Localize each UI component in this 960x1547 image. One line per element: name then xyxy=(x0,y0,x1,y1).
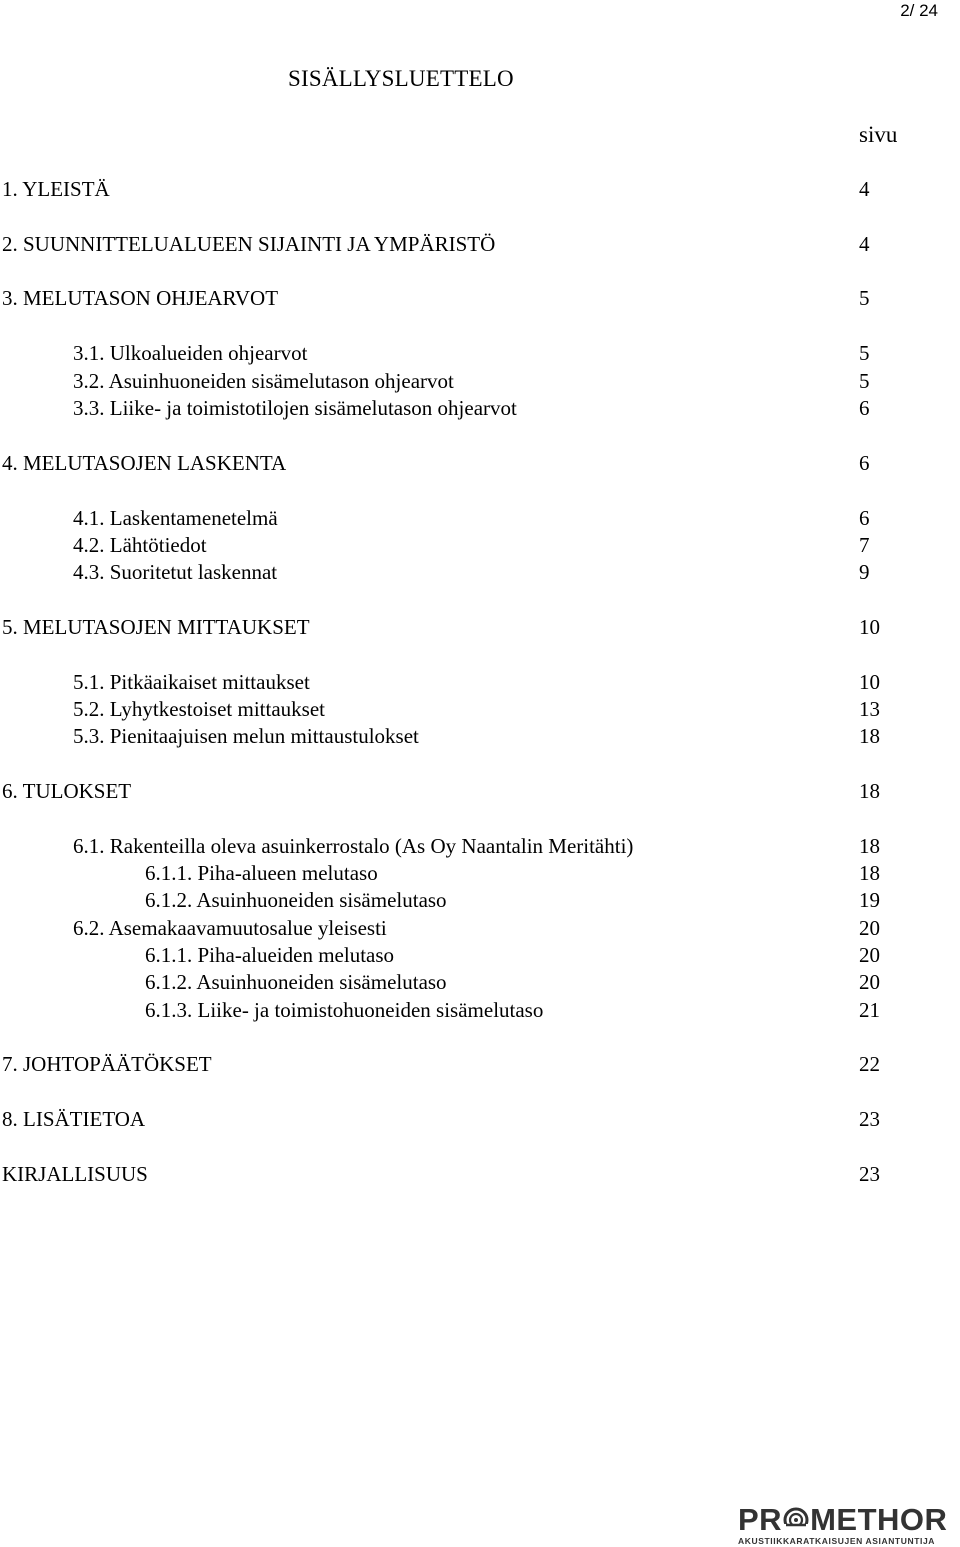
toc-entry-label: 6.2. Asemakaavamuutosalue yleisesti xyxy=(73,916,387,940)
logo-wordmark xyxy=(738,1502,948,1537)
toc-entry-label: 5.3. Pienitaajuisen melun mittaustulokset xyxy=(73,724,419,748)
toc-entry[interactable] xyxy=(0,284,960,312)
toc-entry-page: 5 xyxy=(859,369,870,393)
toc-entry-label: KIRJALLISUUS xyxy=(2,1162,148,1186)
toc-entry[interactable] xyxy=(0,832,960,860)
toc-entry-label: 7. JOHTOPÄÄTÖKSET xyxy=(2,1052,212,1076)
toc-entry-label: 1. YLEISTÄ xyxy=(2,177,110,201)
toc-entry[interactable] xyxy=(0,613,960,641)
toc-entry-page: 7 xyxy=(859,533,870,557)
toc-entry[interactable] xyxy=(0,175,960,203)
toc-entry[interactable] xyxy=(0,1050,960,1078)
toc-entry[interactable] xyxy=(0,777,960,805)
toc-title: SISÄLLYSLUETTELO xyxy=(288,66,514,91)
toc-entry[interactable] xyxy=(0,504,960,532)
toc-entry[interactable] xyxy=(0,914,960,942)
toc-entry-label: 6.1.3. Liike- ja toimistohuoneiden sisämelutaso xyxy=(145,998,544,1022)
toc-entry[interactable] xyxy=(0,367,960,395)
toc-entry[interactable] xyxy=(0,449,960,477)
toc-entry-label: 4.3. Suoritetut laskennat xyxy=(73,560,278,584)
promethor-logo xyxy=(738,1502,960,1547)
toc-entry-label: 5. MELUTASOJEN MITTAUKSET xyxy=(2,615,310,639)
toc-entry-label: 3.3. Liike- ja toimistotilojen sisämelutason ohjearvot xyxy=(73,396,517,420)
toc-entry[interactable] xyxy=(0,968,960,996)
toc-entry[interactable] xyxy=(0,941,960,969)
toc-entry-page: 5 xyxy=(859,286,870,310)
toc-entry-label: 4. MELUTASOJEN LASKENTA xyxy=(2,451,287,475)
toc-entry-page: 23 xyxy=(859,1107,880,1131)
toc-entry-label: 6.1.1. Piha-alueiden melutaso xyxy=(145,943,395,967)
toc-entry-page: 10 xyxy=(859,670,880,694)
toc-entry-page: 18 xyxy=(859,834,880,858)
toc-entry-label: 4.2. Lähtötiedot xyxy=(73,533,207,557)
toc-entry-label: 4.1. Laskentamenetelmä xyxy=(73,506,278,530)
toc-entry-page: 4 xyxy=(859,232,870,256)
toc-entry[interactable] xyxy=(0,722,960,750)
toc-entry[interactable] xyxy=(0,1105,960,1133)
toc-entry[interactable] xyxy=(0,859,960,887)
toc-entry-label: 8. LISÄTIETOA xyxy=(2,1107,146,1131)
logo-word-end: METHOR xyxy=(810,1502,948,1537)
toc-entry-label: 6.1.2. Asuinhuoneiden sisämelutaso xyxy=(145,888,447,912)
page-number: 2/ 24 xyxy=(900,1,938,20)
toc-entry[interactable] xyxy=(0,531,960,559)
toc-entry[interactable] xyxy=(0,230,960,258)
toc-entry-label: 3.2. Asuinhuoneiden sisämelutason ohjearvot xyxy=(73,369,454,393)
toc-entry-page: 6 xyxy=(859,451,870,475)
toc-entry[interactable] xyxy=(0,558,960,586)
logo-tagline: AKUSTIIKKARATKAISUJEN ASIANTUNTIJA xyxy=(738,1536,936,1546)
toc-entry[interactable] xyxy=(0,695,960,723)
page-column-header: sivu xyxy=(859,122,898,147)
toc-entry-page: 20 xyxy=(859,970,880,994)
logo-word-start: PR xyxy=(738,1502,783,1537)
toc-entry-page: 20 xyxy=(859,943,880,967)
toc-entry[interactable] xyxy=(0,886,960,914)
toc-entry-page: 13 xyxy=(859,697,880,721)
toc-entry[interactable] xyxy=(0,339,960,367)
toc-entry-label: 6.1. Rakenteilla oleva asuinkerrostalo (As Oy Naantalin Meritähti) xyxy=(73,834,634,858)
toc-entry-page: 20 xyxy=(859,916,880,940)
toc-entry-label: 5.1. Pitkäaikaiset mittaukset xyxy=(73,670,310,694)
toc-entry-page: 18 xyxy=(859,779,880,803)
toc-entry-page: 19 xyxy=(859,888,880,912)
toc-entry[interactable] xyxy=(0,668,960,696)
toc-entry-page: 9 xyxy=(859,560,870,584)
toc-entry-page: 6 xyxy=(859,396,870,420)
toc-entry-page: 18 xyxy=(859,724,880,748)
toc-entry-page: 4 xyxy=(859,177,870,201)
toc-entry-page: 22 xyxy=(859,1052,880,1076)
toc-entry[interactable] xyxy=(0,394,960,422)
toc-entry-label: 6. TULOKSET xyxy=(2,779,132,803)
toc-entry-label: 6.1.1. Piha-alueen melutaso xyxy=(145,861,378,885)
toc-entry[interactable] xyxy=(0,996,960,1024)
toc-entry-page: 10 xyxy=(859,615,880,639)
toc-entry-label: 5.2. Lyhytkestoiset mittaukset xyxy=(73,697,325,721)
toc-entry-page: 5 xyxy=(859,341,870,365)
toc-entry-page: 6 xyxy=(859,506,870,530)
toc-entry-label: 3.1. Ulkoalueiden ohjearvot xyxy=(73,341,308,365)
toc-entry-label: 6.1.2. Asuinhuoneiden sisämelutaso xyxy=(145,970,447,994)
toc-entry-page: 21 xyxy=(859,998,880,1022)
toc-entry-label: 3. MELUTASON OHJEARVOT xyxy=(2,286,279,310)
sound-wave-o-icon xyxy=(783,1507,809,1533)
toc-entry-label: 2. SUUNNITTELUALUEEN SIJAINTI JA YMPÄRISTÖ xyxy=(2,232,496,256)
toc-entry-page: 23 xyxy=(859,1162,880,1186)
toc-entry-page: 18 xyxy=(859,861,880,885)
toc-entry[interactable] xyxy=(0,1160,960,1188)
